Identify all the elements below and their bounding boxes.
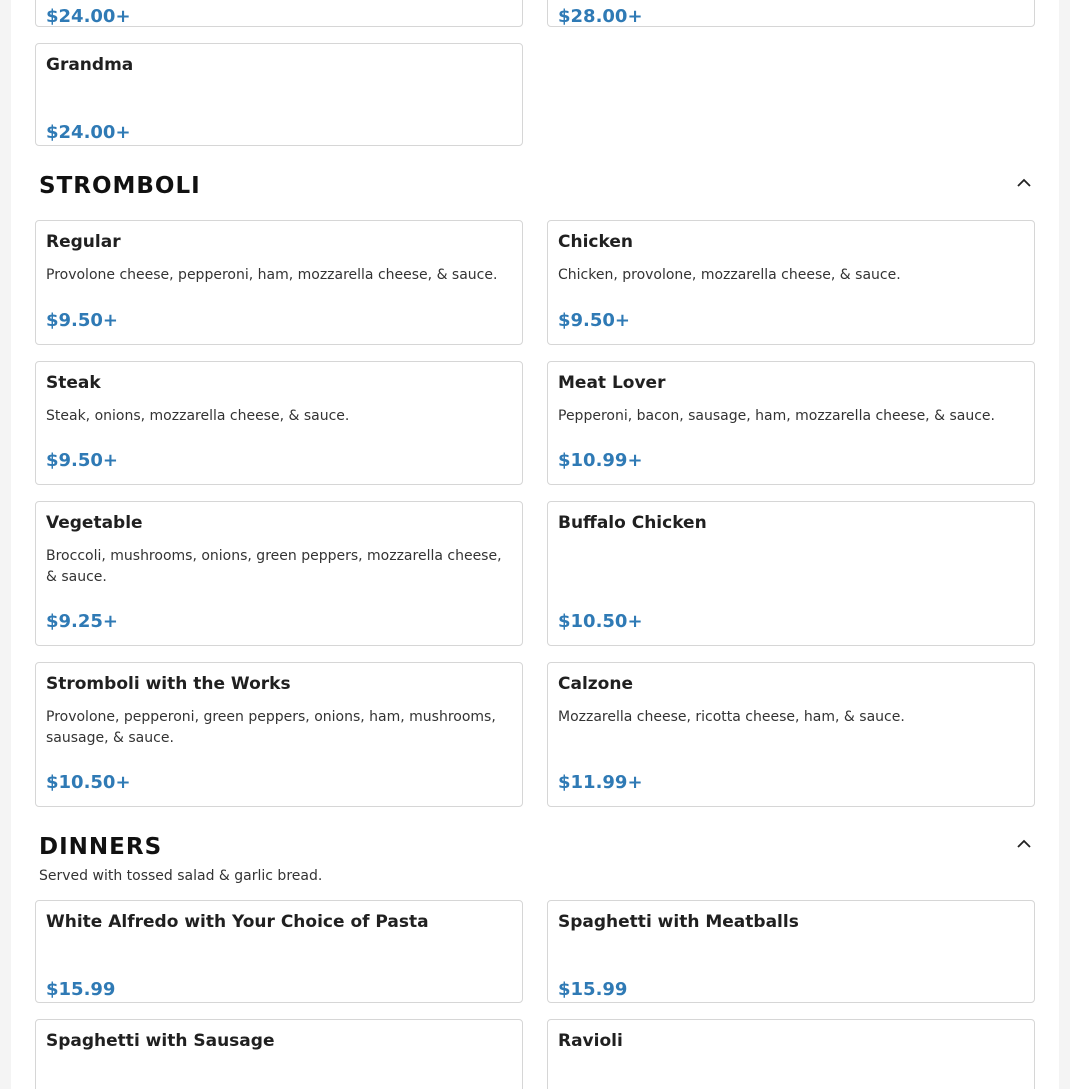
item-price: $10.50+ xyxy=(558,611,643,632)
menu-item-card[interactable] xyxy=(547,900,1035,1003)
item-name: Steak xyxy=(46,373,101,393)
section-header-dinners xyxy=(39,832,1035,862)
item-description: Steak, onions, mozzarella cheese, & sauce. xyxy=(46,408,350,424)
menu-item-card[interactable] xyxy=(35,43,523,146)
menu-item-card[interactable] xyxy=(547,501,1035,646)
menu-item-card[interactable] xyxy=(547,361,1035,485)
item-price: $15.99 xyxy=(558,979,628,1000)
item-name: Vegetable xyxy=(46,513,143,533)
item-name: Buffalo Chicken xyxy=(558,513,707,533)
chevron-up-icon[interactable] xyxy=(1013,832,1035,854)
item-name: Ravioli xyxy=(558,1031,623,1051)
item-name: Meat Lover xyxy=(558,373,666,393)
item-name: Spaghetti with Meatballs xyxy=(558,912,799,932)
item-name: Stromboli with the Works xyxy=(46,674,291,694)
section-title: DINNERS xyxy=(39,834,163,860)
item-price: $24.00+ xyxy=(46,122,131,143)
item-price: $9.50+ xyxy=(558,310,631,331)
item-price: $9.25+ xyxy=(46,611,119,632)
menu-item-card[interactable] xyxy=(35,662,523,807)
menu-item-card[interactable] xyxy=(35,900,523,1003)
item-description xyxy=(558,546,1024,598)
item-description: Chicken, provolone, mozzarella cheese, & sauce. xyxy=(558,267,901,283)
item-name: Grandma xyxy=(46,55,134,75)
menu-item-card[interactable] xyxy=(35,1019,523,1089)
menu-item-card[interactable] xyxy=(547,662,1035,807)
item-price: $10.99+ xyxy=(558,450,643,471)
menu-item-card[interactable] xyxy=(547,0,1035,27)
chevron-up-icon[interactable] xyxy=(1013,171,1035,193)
item-price: $10.50+ xyxy=(46,772,131,793)
item-name: White Alfredo with Your Choice of Pasta xyxy=(46,912,429,932)
item-price: $9.50+ xyxy=(46,310,119,331)
item-price: $9.50+ xyxy=(46,450,119,471)
item-description: Provolone cheese, pepperoni, ham, mozzarella cheese, & sauce. xyxy=(46,267,498,283)
menu-item-card[interactable] xyxy=(547,220,1035,345)
item-price: $24.00+ xyxy=(46,6,131,27)
menu-page xyxy=(11,0,1059,1089)
item-description: Broccoli, mushrooms, onions, green peppers, mozzarella cheese, & sauce. xyxy=(46,548,502,585)
item-name: Chicken xyxy=(558,232,633,252)
item-description: Pepperoni, bacon, sausage, ham, mozzarella cheese, & sauce. xyxy=(558,408,995,424)
pizza-items-grid xyxy=(35,0,1059,146)
menu-content xyxy=(11,0,1059,1089)
menu-item-card[interactable] xyxy=(35,361,523,485)
menu-item-card[interactable] xyxy=(35,0,523,27)
item-price: $11.99+ xyxy=(558,772,643,793)
item-description: Mozzarella cheese, ricotta cheese, ham, & sauce. xyxy=(558,709,905,725)
item-price: $15.99 xyxy=(46,979,116,1000)
item-name: Spaghetti with Sausage xyxy=(46,1031,275,1051)
section-subtitle: Served with tossed salad & garlic bread. xyxy=(39,868,323,884)
menu-item-card[interactable] xyxy=(35,501,523,646)
stromboli-items-grid xyxy=(35,220,1059,807)
item-name: Regular xyxy=(46,232,121,252)
section-title: STROMBOLI xyxy=(39,173,201,199)
item-description: Provolone, pepperoni, green peppers, onions, ham, mushrooms, sausage, & sauce. xyxy=(46,709,496,746)
item-price: $28.00+ xyxy=(558,6,643,27)
menu-item-card[interactable] xyxy=(547,1019,1035,1089)
item-name: Calzone xyxy=(558,674,633,694)
dinners-items-grid xyxy=(35,900,1059,1089)
section-header-stromboli xyxy=(39,171,1035,201)
menu-item-card[interactable] xyxy=(35,220,523,345)
